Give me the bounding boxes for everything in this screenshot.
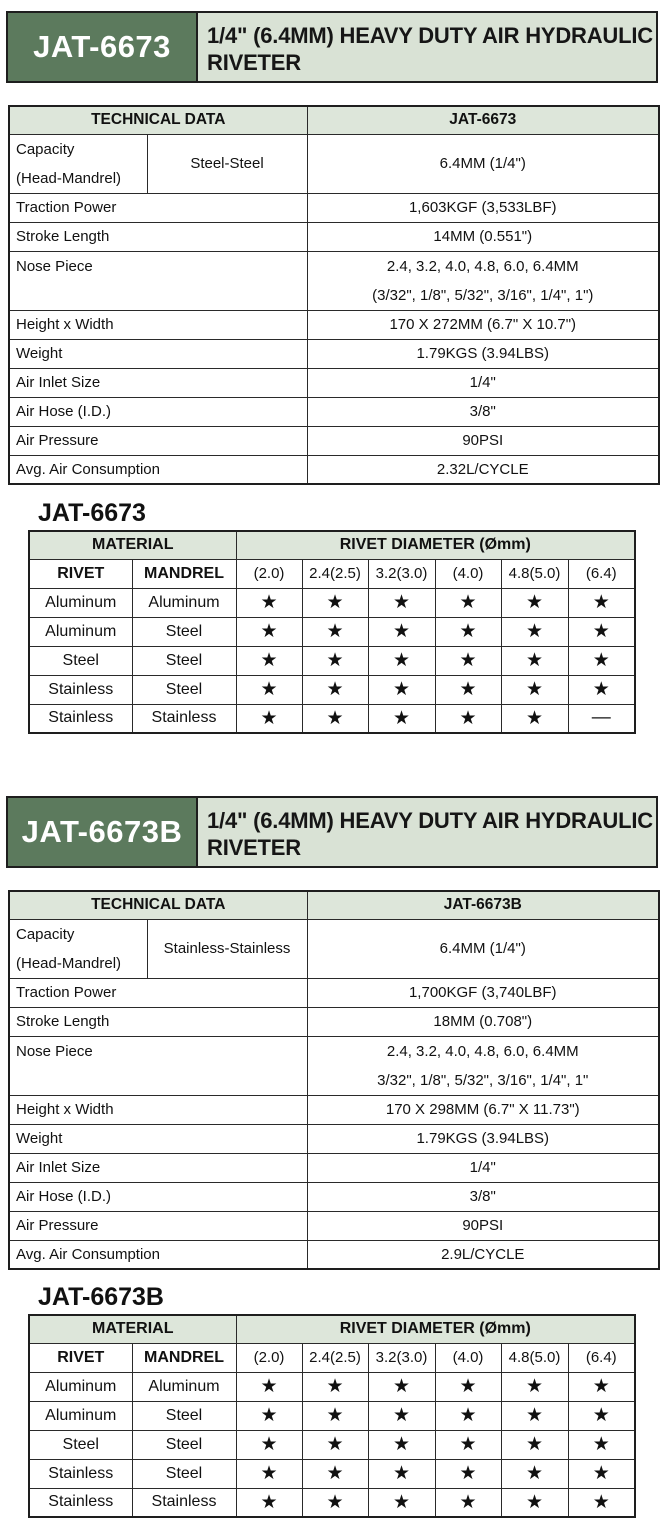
diameter-heading: (6.4)	[568, 1343, 635, 1372]
table-row	[29, 646, 635, 675]
compatibility-star-icon: ★	[568, 1459, 635, 1488]
compatibility-title: JAT-6673B	[38, 1283, 164, 1311]
compatibility-star-icon: ★	[568, 588, 635, 617]
product-title-line2: RIVETER	[207, 50, 301, 75]
diameter-heading: 4.8(5.0)	[501, 1343, 568, 1372]
table-header-row	[29, 531, 635, 559]
compatibility-star-icon: ★	[236, 617, 302, 646]
row-value: 170 X 272MM (6.7" X 10.7")	[307, 310, 659, 339]
compatibility-star-icon: ★	[568, 1488, 635, 1517]
row-label: Weight	[9, 339, 307, 368]
mandrel-material: Steel	[132, 1401, 236, 1430]
table-row	[29, 1488, 635, 1517]
row-label: Avg. Air Consumption	[9, 455, 307, 484]
compatibility-star-icon: ★	[568, 675, 635, 704]
capacity-label	[9, 134, 147, 193]
capacity-value: 6.4MM (1/4")	[307, 134, 659, 193]
model-badge: JAT-6673B	[8, 798, 198, 866]
model-badge: JAT-6673	[8, 13, 198, 81]
row-label: Air Hose (I.D.)	[9, 1182, 307, 1211]
compatibility-star-icon: ★	[568, 1372, 635, 1401]
nose-piece-line1: 2.4, 3.2, 4.0, 4.8, 6.0, 6.4MM	[386, 1042, 579, 1060]
compatibility-star-icon: ★	[302, 1372, 368, 1401]
table-row	[9, 310, 659, 339]
diameter-heading: 2.4(2.5)	[302, 1343, 368, 1372]
compatibility-star-icon: ★	[368, 704, 435, 733]
nose-piece-line2: (3/32", 1/8", 5/32", 3/16", 1/4", 1")	[372, 286, 594, 304]
compatibility-star-icon: ★	[435, 646, 501, 675]
product-title	[198, 13, 656, 81]
table-row	[9, 1007, 659, 1036]
compatibility-star-icon: ★	[435, 1488, 501, 1517]
rivet-material: Aluminum	[29, 1401, 132, 1430]
compatibility-star-icon: ★	[435, 1459, 501, 1488]
row-label: Air Pressure	[9, 426, 307, 455]
table-row	[9, 397, 659, 426]
compatibility-star-icon: ★	[435, 1372, 501, 1401]
compatibility-star-icon: ★	[501, 704, 568, 733]
diameter-heading: (4.0)	[435, 1343, 501, 1372]
row-value: 2.32L/CYCLE	[307, 455, 659, 484]
compatibility-star-icon: ★	[302, 588, 368, 617]
row-value: 1.79KGS (3.94LBS)	[307, 339, 659, 368]
table-row	[9, 1095, 659, 1124]
table-row	[9, 426, 659, 455]
rivet-material: Aluminum	[29, 1372, 132, 1401]
product-title	[198, 798, 656, 866]
table-row	[9, 1036, 659, 1095]
compatibility-star-icon: ★	[501, 1401, 568, 1430]
compatibility-star-icon: ★	[236, 1401, 302, 1430]
rivet-material: Steel	[29, 646, 132, 675]
table-row	[29, 1372, 635, 1401]
rivet-material: Stainless	[29, 704, 132, 733]
compatibility-star-icon: ★	[302, 617, 368, 646]
rivet-compatibility-table	[28, 1314, 636, 1518]
table-row	[29, 1430, 635, 1459]
compatibility-star-icon: ★	[302, 1401, 368, 1430]
material-heading: MATERIAL	[29, 1315, 236, 1343]
row-value: 3/8"	[307, 397, 659, 426]
product-title-line1: 1/4" (6.4MM) HEAVY DUTY AIR HYDRAULIC	[207, 808, 653, 833]
row-value: 1/4"	[307, 368, 659, 397]
compatibility-star-icon: ★	[368, 675, 435, 704]
table-row	[9, 1240, 659, 1269]
table-row	[29, 1459, 635, 1488]
row-value: 18MM (0.708")	[307, 1007, 659, 1036]
compatibility-star-icon: ★	[435, 617, 501, 646]
compatibility-star-icon: ★	[368, 1372, 435, 1401]
row-value: 1.79KGS (3.94LBS)	[307, 1124, 659, 1153]
compatibility-star-icon: ★	[435, 675, 501, 704]
capacity-label	[9, 919, 147, 978]
table-row	[9, 251, 659, 310]
compatibility-star-icon: ★	[236, 1459, 302, 1488]
row-value: 14MM (0.551")	[307, 222, 659, 251]
table-row	[29, 617, 635, 646]
row-value: 90PSI	[307, 426, 659, 455]
table-header-row	[9, 106, 659, 134]
table-row	[9, 1124, 659, 1153]
capacity-label-line2: (Head-Mandrel)	[16, 169, 122, 187]
table-row	[9, 919, 659, 978]
product-title-line2: RIVETER	[207, 835, 301, 860]
table-row	[9, 978, 659, 1007]
technical-data-table	[8, 890, 660, 1270]
compatibility-star-icon: ★	[368, 588, 435, 617]
row-value: 90PSI	[307, 1211, 659, 1240]
product-header	[6, 796, 658, 868]
row-label: Air Hose (I.D.)	[9, 397, 307, 426]
compatibility-star-icon: ★	[435, 588, 501, 617]
diameter-heading: 2.4(2.5)	[302, 559, 368, 588]
compatibility-star-icon: ★	[302, 1488, 368, 1517]
rivet-diameter-heading: RIVET DIAMETER (Ømm)	[236, 531, 635, 559]
row-label: Height x Width	[9, 310, 307, 339]
rivet-material: Aluminum	[29, 617, 132, 646]
model-heading: JAT-6673	[307, 106, 659, 134]
compatibility-star-icon: ★	[368, 1430, 435, 1459]
compatibility-star-icon: ★	[368, 617, 435, 646]
row-label: Stroke Length	[9, 1007, 307, 1036]
rivet-material: Steel	[29, 1430, 132, 1459]
table-row	[9, 1153, 659, 1182]
mandrel-material: Steel	[132, 1459, 236, 1488]
mandrel-material: Stainless	[132, 704, 236, 733]
table-row	[9, 368, 659, 397]
row-label: Traction Power	[9, 978, 307, 1007]
mandrel-material: Steel	[132, 646, 236, 675]
compatibility-star-icon: ★	[435, 1430, 501, 1459]
nose-piece-value	[307, 251, 659, 310]
compatibility-star-icon: ★	[302, 1459, 368, 1488]
compatibility-star-icon: ★	[501, 646, 568, 675]
diameter-heading: 4.8(5.0)	[501, 559, 568, 588]
diameter-heading: (2.0)	[236, 1343, 302, 1372]
row-label: Weight	[9, 1124, 307, 1153]
rivet-material: Stainless	[29, 1459, 132, 1488]
mandrel-material: Aluminum	[132, 588, 236, 617]
row-label: Air Inlet Size	[9, 1153, 307, 1182]
compatibility-star-icon: ★	[501, 1459, 568, 1488]
table-row	[29, 704, 635, 733]
table-row	[9, 222, 659, 251]
row-value: 170 X 298MM (6.7" X 11.73")	[307, 1095, 659, 1124]
compatibility-star-icon: ★	[302, 675, 368, 704]
row-label: Air Pressure	[9, 1211, 307, 1240]
table-row	[9, 339, 659, 368]
compatibility-star-icon: ★	[236, 704, 302, 733]
diameter-heading: 3.2(3.0)	[368, 559, 435, 588]
table-row	[29, 1401, 635, 1430]
mandrel-material: Steel	[132, 617, 236, 646]
compatibility-star-icon: ★	[501, 617, 568, 646]
nose-piece-label: Nose Piece	[9, 251, 307, 310]
compatibility-star-icon: ★	[236, 1372, 302, 1401]
rivet-compatibility-table	[28, 530, 636, 734]
diameter-heading: (6.4)	[568, 559, 635, 588]
compatibility-star-icon: ★	[501, 1430, 568, 1459]
material-heading: MATERIAL	[29, 531, 236, 559]
capacity-material: Steel-Steel	[147, 134, 307, 193]
row-value: 1/4"	[307, 1153, 659, 1182]
row-label: Height x Width	[9, 1095, 307, 1124]
compatibility-title: JAT-6673	[38, 499, 146, 527]
table-subheader-row	[29, 1343, 635, 1372]
technical-data-heading: TECHNICAL DATA	[9, 106, 307, 134]
row-label: Air Inlet Size	[9, 368, 307, 397]
diameter-heading: (2.0)	[236, 559, 302, 588]
compatibility-star-icon: ★	[501, 1372, 568, 1401]
capacity-value: 6.4MM (1/4")	[307, 919, 659, 978]
mandrel-material: Aluminum	[132, 1372, 236, 1401]
rivet-diameter-heading: RIVET DIAMETER (Ømm)	[236, 1315, 635, 1343]
compatibility-star-icon: ★	[435, 704, 501, 733]
capacity-label-line1: Capacity	[16, 140, 75, 158]
rivet-material: Aluminum	[29, 588, 132, 617]
row-label: Avg. Air Consumption	[9, 1240, 307, 1269]
mandrel-material: Steel	[132, 1430, 236, 1459]
compatibility-star-icon: ★	[368, 646, 435, 675]
rivet-material: Stainless	[29, 675, 132, 704]
table-row	[9, 1182, 659, 1211]
table-row	[9, 455, 659, 484]
compatibility-star-icon: ★	[501, 675, 568, 704]
technical-data-table	[8, 105, 660, 485]
nose-piece-line1: 2.4, 3.2, 4.0, 4.8, 6.0, 6.4MM	[386, 257, 579, 275]
mandrel-column-heading: MANDREL	[132, 1343, 236, 1372]
capacity-label-line1: Capacity	[16, 925, 75, 943]
row-value: 3/8"	[307, 1182, 659, 1211]
compatibility-star-icon: ★	[501, 1488, 568, 1517]
row-label: Stroke Length	[9, 222, 307, 251]
row-value: 1,700KGF (3,740LBF)	[307, 978, 659, 1007]
compatibility-star-icon: ★	[236, 588, 302, 617]
table-subheader-row	[29, 559, 635, 588]
diameter-heading: (4.0)	[435, 559, 501, 588]
row-value: 1,603KGF (3,533LBF)	[307, 193, 659, 222]
mandrel-material: Steel	[132, 675, 236, 704]
compatibility-star-icon: ★	[501, 588, 568, 617]
compatibility-star-icon: ★	[236, 1430, 302, 1459]
mandrel-column-heading: MANDREL	[132, 559, 236, 588]
table-row	[9, 1211, 659, 1240]
rivet-column-heading: RIVET	[29, 559, 132, 588]
nose-piece-label: Nose Piece	[9, 1036, 307, 1095]
not-compatible-dash-icon: —	[568, 704, 635, 733]
compatibility-star-icon: ★	[302, 704, 368, 733]
capacity-label-line2: (Head-Mandrel)	[16, 954, 122, 972]
rivet-material: Stainless	[29, 1488, 132, 1517]
row-value: 2.9L/CYCLE	[307, 1240, 659, 1269]
table-row	[9, 134, 659, 193]
compatibility-star-icon: ★	[568, 1430, 635, 1459]
product-header	[6, 11, 658, 83]
compatibility-star-icon: ★	[368, 1488, 435, 1517]
compatibility-star-icon: ★	[368, 1459, 435, 1488]
table-row	[29, 588, 635, 617]
compatibility-star-icon: ★	[568, 617, 635, 646]
compatibility-star-icon: ★	[302, 646, 368, 675]
compatibility-star-icon: ★	[236, 675, 302, 704]
compatibility-star-icon: ★	[236, 1488, 302, 1517]
table-row	[29, 675, 635, 704]
technical-data-heading: TECHNICAL DATA	[9, 891, 307, 919]
compatibility-star-icon: ★	[568, 646, 635, 675]
rivet-column-heading: RIVET	[29, 1343, 132, 1372]
table-row	[9, 193, 659, 222]
compatibility-star-icon: ★	[568, 1401, 635, 1430]
mandrel-material: Stainless	[132, 1488, 236, 1517]
capacity-material: Stainless-Stainless	[147, 919, 307, 978]
model-heading: JAT-6673B	[307, 891, 659, 919]
compatibility-star-icon: ★	[236, 646, 302, 675]
table-header-row	[29, 1315, 635, 1343]
compatibility-star-icon: ★	[302, 1430, 368, 1459]
table-header-row	[9, 891, 659, 919]
compatibility-star-icon: ★	[368, 1401, 435, 1430]
nose-piece-value	[307, 1036, 659, 1095]
diameter-heading: 3.2(3.0)	[368, 1343, 435, 1372]
row-label: Traction Power	[9, 193, 307, 222]
compatibility-star-icon: ★	[435, 1401, 501, 1430]
nose-piece-line2: 3/32", 1/8", 5/32", 3/16", 1/4", 1"	[377, 1071, 589, 1089]
product-title-line1: 1/4" (6.4MM) HEAVY DUTY AIR HYDRAULIC	[207, 23, 653, 48]
